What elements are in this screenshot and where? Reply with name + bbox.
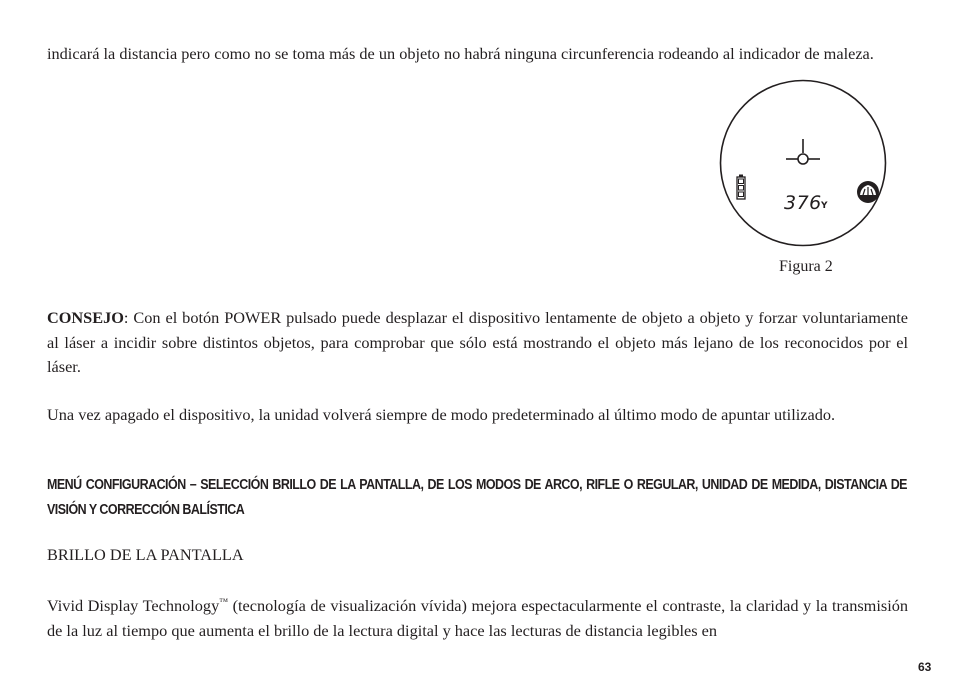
- tip-paragraph: [47, 306, 908, 380]
- tip-colon: :: [123, 308, 129, 327]
- page-number: 63: [918, 660, 932, 674]
- viewfinder-circle: [721, 81, 886, 246]
- brush-mode-icon: [857, 181, 879, 203]
- distance-unit: Y: [821, 201, 828, 211]
- paragraph-continuation: indicará la distancia pero como no se toma más de un objeto no habrá ninguna circunferencia rodeando al indicador de maleza.: [47, 44, 874, 63]
- crosshair-icon: [786, 139, 820, 164]
- rangefinder-display-figure: [718, 78, 888, 248]
- section-heading: MENÚ CONFIGURACIÓN – SELECCIÓN BRILLO DE LA PANTALLA, DE LOS MODOS DE ARCO, RIFLE O REGULAR, UNIDAD DE MEDIDA, DISTANCIA DE VISIÓN Y CORRECCIÓN BALÍSTICA: [47, 477, 907, 518]
- subsection-heading: BRILLO DE LA PANTALLA: [47, 545, 244, 564]
- battery-icon: [737, 175, 745, 200]
- vivid-display-paragraph: [47, 594, 908, 643]
- vivid-display-text: (tecnología de visualización vívida) mejora espectacularmente el contraste, la claridad y la transmisión de la luz al tiempo que aumenta el brillo de la lectura digital y hace las lecturas de distancia legibles en: [47, 596, 909, 640]
- trademark-symbol: ™: [219, 596, 229, 607]
- tip-label: CONSEJO: [47, 308, 124, 327]
- figure-caption: Figura 2: [779, 258, 833, 275]
- power-off-paragraph: Una vez apagado el dispositivo, la unidad volverá siempre de modo predeterminado al último modo de apuntar utilizado.: [47, 405, 836, 424]
- tip-text: Con el botón POWER pulsado puede desplazar el dispositivo lentamente de objeto a objeto y forzar voluntariamente al láser a incidir sobre distintos objetos, para comprobar que sólo está mostrando el objeto más lejano de los reconocidos por el láser.: [47, 308, 908, 376]
- vivid-display-name: Vivid Display Technology: [47, 596, 220, 615]
- distance-reading: 376: [784, 192, 822, 214]
